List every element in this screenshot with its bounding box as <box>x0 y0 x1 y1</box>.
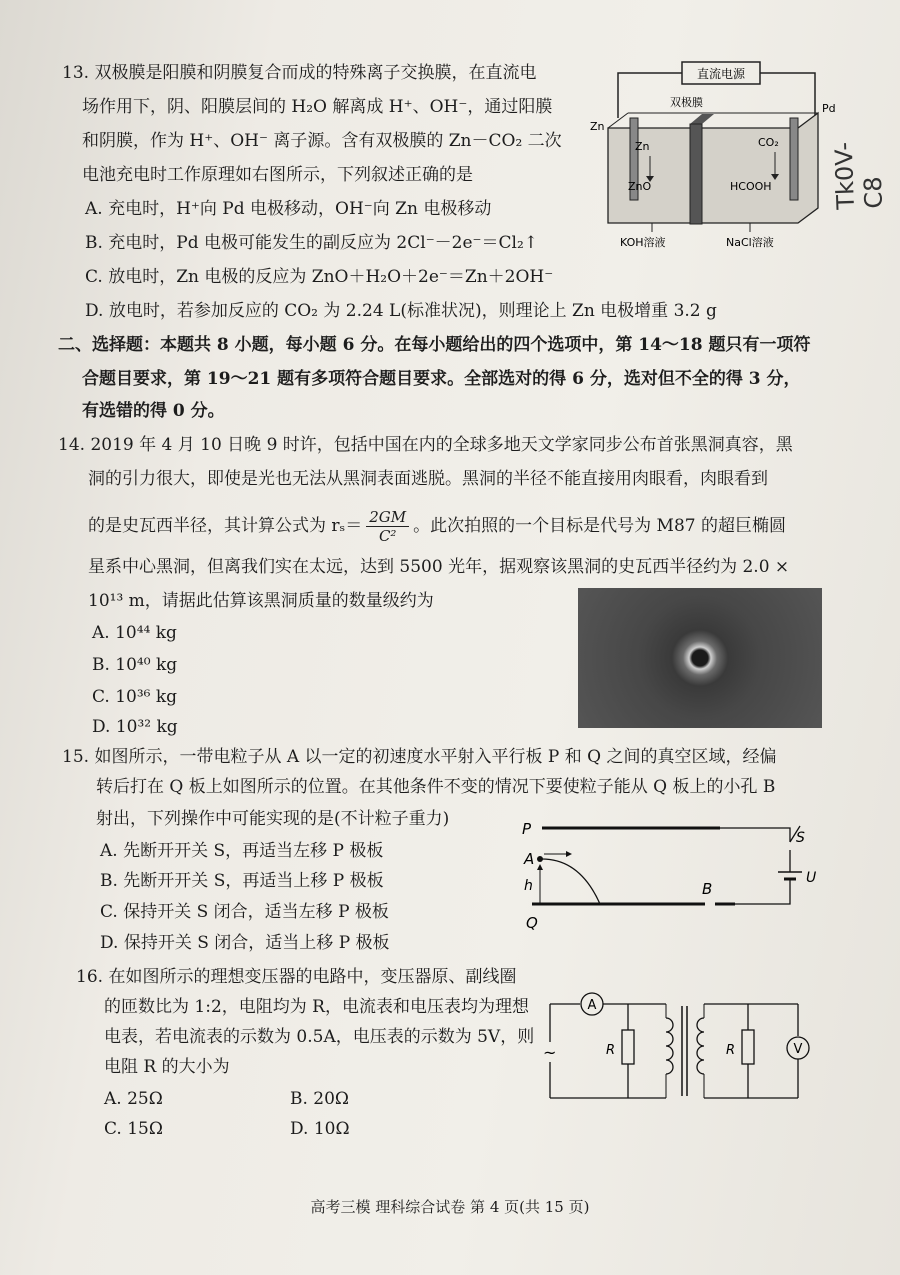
schwarzschild-formula <box>366 508 409 545</box>
q16-line-2: 的匝数比为 1:2，电阻均为 R，电流表和电压表均为理想 <box>104 997 529 1017</box>
q14-option-a: A. 10⁴⁴ kg <box>92 623 177 643</box>
power-supply-label: 直流电源 <box>696 67 746 81</box>
switch-s-label: S <box>796 830 805 846</box>
section2-line-3: 有选错的得 0 分。 <box>82 401 225 421</box>
handwritten-note: Tk0V-C8 <box>829 141 888 210</box>
co2-label: CO₂ <box>758 136 779 149</box>
q14-line-3 <box>88 504 786 548</box>
plate-q-label: Q <box>526 914 538 932</box>
voltmeter-label: V <box>793 1042 803 1057</box>
resistor-r1-label: R <box>606 1043 616 1058</box>
nacl-solution-label: NaCl溶液 <box>726 236 774 249</box>
q14-line-4: 星系中心黑洞，但离我们实在太远，达到 5500 光年，据观察该黑洞的史瓦西半径约为 2.0 × <box>88 557 790 577</box>
q16-line-4: 电阻 R 的大小为 <box>104 1057 230 1077</box>
zn-inner-label: Zn <box>635 140 650 153</box>
q15-line-2: 转后打在 Q 板上如图所示的位置。在其他条件不变的情况下要使粒子能从 Q 板上的小孔 B <box>96 777 776 797</box>
page-footer: 高考三模 理科综合试卷 第 4 页(共 15 页) <box>310 1198 590 1216</box>
q13-line-4: 电池充电时工作原理如右图所示，下列叙述正确的是 <box>82 165 473 185</box>
resistor-r2-label: R <box>726 1043 736 1058</box>
q16-option-c: C. 15Ω <box>104 1119 163 1139</box>
q13-option-b: B. 充电时，Pd 电极可能发生的副反应为 2Cl⁻－2e⁻＝Cl₂↑ <box>85 233 539 253</box>
hole-b-label: B <box>702 880 713 898</box>
q16-line-1: 16. 在如图所示的理想变压器的电路中，变压器原、副线圈 <box>76 967 517 987</box>
q14-option-d: D. 10³² kg <box>92 717 178 737</box>
q14-line-2: 洞的引力很大，即使是光也无法从黑洞表面逃脱。黑洞的半径不能直接用肉眼看，肉眼看到 <box>88 469 768 489</box>
formula-numerator: 2GM <box>366 508 409 527</box>
parallel-plates-diagram <box>520 812 830 937</box>
ac-source-icon: ~ <box>543 1043 557 1062</box>
voltage-u-label: U <box>806 870 817 886</box>
hcooh-label: HCOOH <box>730 180 772 193</box>
q13-line-1: 13. 双极膜是阳膜和阴膜复合而成的特殊离子交换膜，在直流电 <box>62 63 537 83</box>
koh-solution-label: KOH溶液 <box>620 236 666 249</box>
q13-line-3: 和阴膜，作为 H⁺、OH⁻ 离子源。含有双极膜的 Zn－CO₂ 二次 <box>82 131 562 151</box>
q14-line-3-post: 。此次拍照的一个目标是代号为 M87 的超巨椭圆 <box>413 516 787 536</box>
q13-line-2: 场作用下，阴、阳膜层间的 H₂O 解离成 H⁺、OH⁻，通过阳膜 <box>82 97 553 117</box>
q15-option-b: B. 先断开开关 S，再适当上移 P 极板 <box>100 871 384 891</box>
q15-option-c: C. 保持开关 S 闭合，适当左移 P 极板 <box>100 902 389 922</box>
q16-option-d: D. 10Ω <box>290 1119 350 1139</box>
q13-option-d: D. 放电时，若参加反应的 CO₂ 为 2.24 L(标准状况)，则理论上 Zn 电极增重 3.2 g <box>85 301 717 321</box>
ammeter-label: A <box>587 998 597 1013</box>
q15-line-3: 射出，下列操作中可能实现的是(不计粒子重力) <box>96 809 450 829</box>
q14-option-c: C. 10³⁶ kg <box>92 687 178 707</box>
q13-option-c: C. 放电时，Zn 电极的反应为 ZnO＋H₂O＋2e⁻＝Zn＋2OH⁻ <box>85 267 554 287</box>
point-a-label: A <box>524 850 535 868</box>
q14-line-5: 10¹³ m，请据此估算该黑洞质量的数量级约为 <box>88 591 434 611</box>
electrolysis-cell-diagram <box>590 58 840 258</box>
q14-line-1: 14. 2019 年 4 月 10 日晚 9 时许，包括中国在内的全球多地天文学家同步公布首张黑洞真容，黑 <box>58 435 793 455</box>
q14-line-3-pre: 的是史瓦西半径，其计算公式为 rₛ＝ <box>88 516 363 536</box>
plate-p-label: P <box>522 820 532 838</box>
zn-electrode-label: Zn <box>590 120 605 133</box>
section2-line-1: 二、选择题：本题共 8 小题，每小题 6 分。在每小题给出的四个选项中，第 14～18 题只有一项符 <box>58 335 811 355</box>
q16-option-b: B. 20Ω <box>290 1089 350 1109</box>
formula-denominator: C² <box>378 527 397 545</box>
q16-option-a: A. 25Ω <box>104 1089 163 1109</box>
q14-option-b: B. 10⁴⁰ kg <box>92 655 178 675</box>
zno-label: ZnO <box>628 180 652 193</box>
q16-line-3: 电表，若电流表的示数为 0.5A，电压表的示数为 5V，则 <box>104 1027 535 1047</box>
black-hole-photo <box>578 588 822 728</box>
q13-option-a: A. 充电时，H⁺向 Pd 电极移动，OH⁻向 Zn 电极移动 <box>85 199 492 219</box>
q15-line-1: 15. 如图所示，一带电粒子从 A 以一定的初速度水平射入平行板 P 和 Q 之间的真空区域，经偏 <box>62 747 777 767</box>
section2-line-2: 合题目要求，第 19～21 题有多项符合题目要求。全部选对的得 6 分，选对但不全的得 3 分， <box>82 369 801 389</box>
q15-option-d: D. 保持开关 S 闭合，适当上移 P 极板 <box>100 933 390 953</box>
membrane-label: 双极膜 <box>670 96 703 109</box>
q15-option-a: A. 先断开开关 S，再适当左移 P 极板 <box>100 841 384 861</box>
pd-electrode-label: Pd <box>822 102 836 115</box>
height-h-label: h <box>524 878 533 894</box>
transformer-circuit-diagram <box>536 990 836 1110</box>
